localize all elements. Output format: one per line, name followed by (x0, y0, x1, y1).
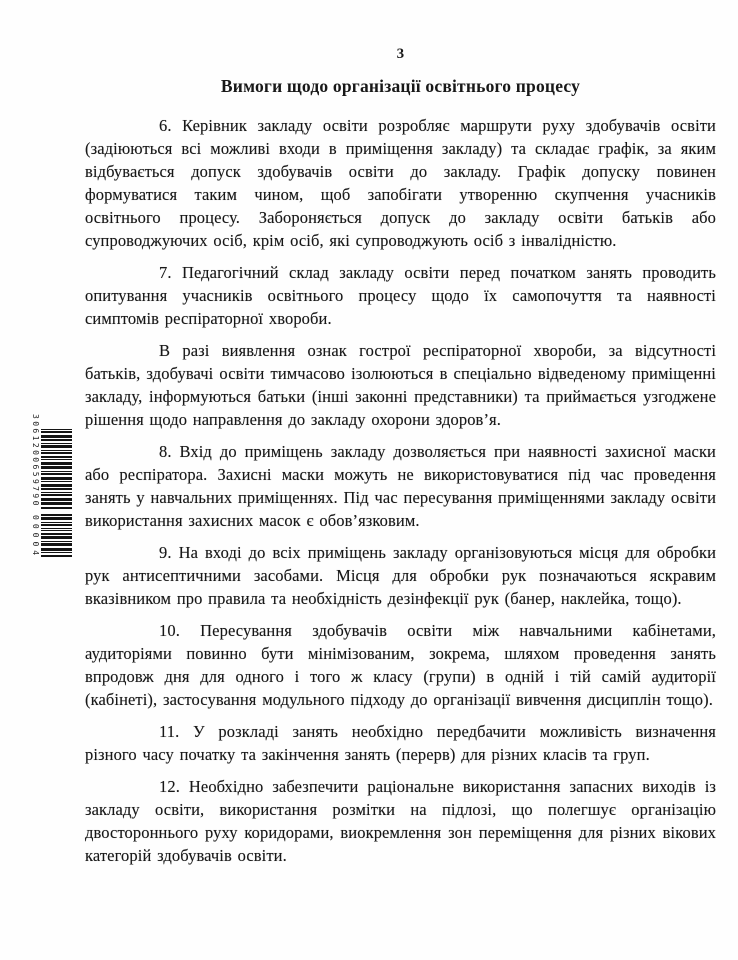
barcode-bar (41, 459, 72, 460)
barcode-addon-digits: 00004 (31, 515, 40, 560)
barcode-bar (41, 484, 72, 487)
barcode-main-digits: 3061200659790 (31, 414, 40, 508)
barcode-bar (41, 552, 72, 553)
barcode-bar (41, 481, 72, 482)
barcode-bar (41, 443, 72, 444)
barcode-bar (41, 471, 72, 472)
barcode-bar (41, 462, 72, 465)
barcode-bar (41, 517, 72, 520)
barcode-bar (41, 502, 72, 505)
paragraph: 8. Вхід до приміщень закладу дозволяється при наявності захисної маски або респіратора. Захисні маски можуть не використовуватися під час проведення занять у навчальних приміщеннях. Під час пересування приміщеннями закладу освіти використання захисних масок є обов’язковим. (85, 442, 716, 530)
barcode-bar (41, 543, 72, 546)
barcode-bar (41, 548, 72, 551)
barcode-bar (41, 514, 72, 516)
barcode-addon-bars (41, 514, 72, 558)
document-title: Вимоги щодо організації освітнього процесу (220, 76, 581, 96)
barcode-bar (41, 431, 72, 433)
paragraph: 12. Необхідно забезпечити раціональне використання запасних виходів із закладу освіти, використання розмітки на підлозі, що полегшує організацію двостороннього руху коридорами, виокремлення зон переміщення для різних вікових категорій здобувачів освіти. (85, 777, 716, 865)
barcode-bar (41, 507, 72, 509)
paragraph: 6. Керівник закладу освіти розробляє маршрути руху здобувачів освіти (задіюються всі можливі входи в приміщення закладу) та складає графік, за яким відбувається допуск здобувачів освіти до закладу. Графік допуску повинен формуватися таким чином, щоб запобігати утворенню скупчення учасників освітнього процесу. Забороняється допуск до закладу освіти батьків або супроводжуючих осіб, крім осіб, які супроводжують осіб з інвалідністю. (85, 116, 716, 250)
barcode-bar (41, 524, 72, 526)
barcode-bar (41, 530, 72, 531)
paragraph: 10. Пересування здобувачів освіти між навчальними кабінетами, аудиторіями повинно бути мінімізованим, зокрема, шляхом проведення занять впродовж дня для одного і того ж класу (групи) в одній і тій самій аудиторії (кабінеті), застосування модульного підходу до організації вивчення дисциплін тощо). (85, 621, 716, 709)
barcode-bar (41, 435, 72, 438)
page-number: 3 (396, 46, 405, 62)
barcode-bar (41, 492, 72, 493)
barcode-bar (41, 536, 72, 539)
barcode-bar (41, 522, 72, 523)
barcode-bar (41, 445, 72, 448)
barcode-bar (41, 452, 72, 454)
barcode-bar (41, 429, 72, 430)
barcode-bar (41, 466, 72, 469)
paragraph: 7. Педагогічний склад закладу освіти перед початком занять проводить опитування учасників освітнього процесу щодо їх самопочуття та наявності симптомів респіраторної хвороби. (85, 263, 716, 328)
barcode-bar (41, 541, 72, 542)
paragraph: В разі виявлення ознак гострої респіраторної хвороби, за відсутності батьків, здобувачі освіти тимчасово ізолюються в спеціально відведеному приміщенні закладу, інформуються батьки (інші законні представники) та приймається узгоджене рішення щодо направлення до закладу охорони здоров’я. (85, 341, 716, 429)
paragraph: 9. На вході до всіх приміщень закладу організовуються місця для обробки рук антисептичними засобами. Місця для обробки рук позначаються яскравим вказівником про правила та необхідність дезінфекції рук (банер, наклейка, тощо). (85, 543, 716, 608)
barcode-bar (41, 488, 72, 490)
barcode-bar (41, 477, 72, 480)
barcode-bar (41, 498, 72, 501)
barcode-bar (41, 450, 72, 451)
paragraph: 11. У розкладі занять необхідно передбачити можливість визначення різного часу початку та закінчення занять (перерв) для різних класів та груп. (85, 722, 716, 764)
barcode-bar (41, 439, 72, 441)
barcode-bar (41, 473, 72, 475)
barcode-bar (41, 555, 72, 557)
paragraph-list (85, 114, 716, 867)
barcode-bar (41, 528, 72, 529)
barcode-main-bars (41, 429, 72, 510)
barcode-bar (41, 456, 72, 458)
barcode-bar (41, 533, 72, 535)
barcode-bar (41, 494, 72, 496)
